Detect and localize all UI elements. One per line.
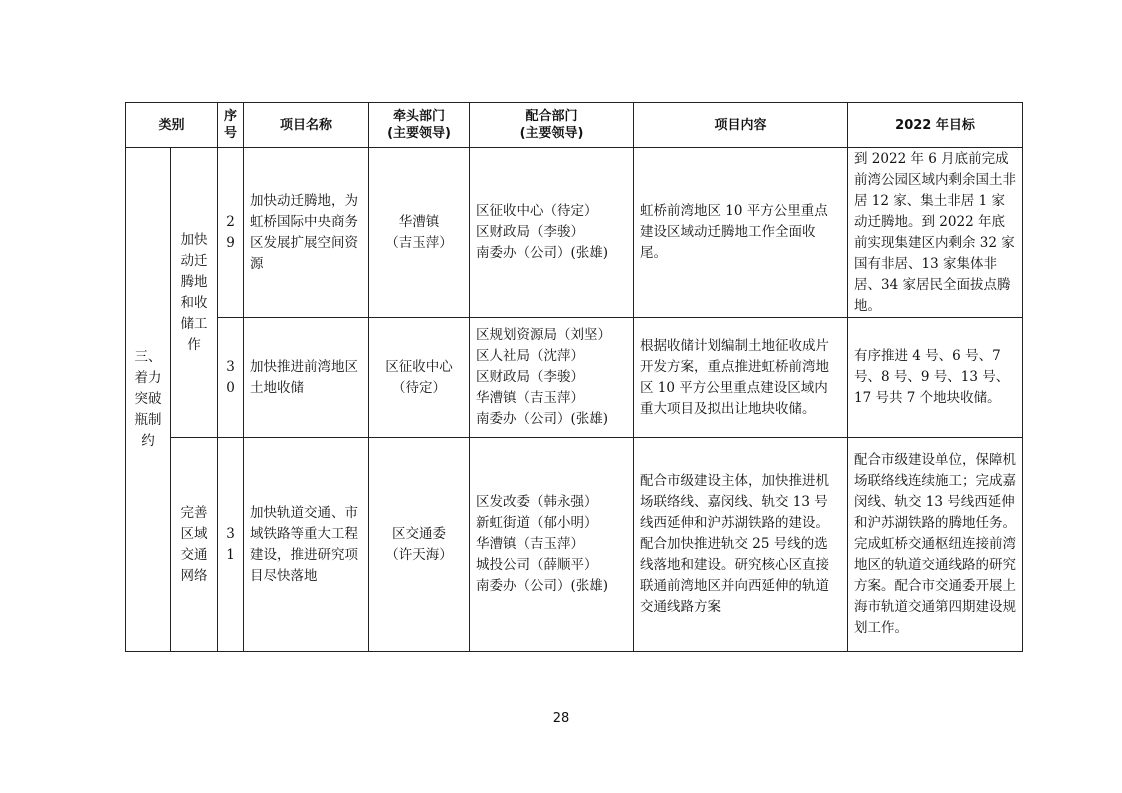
coop-dept-item: 南委办（公司）(张雄) bbox=[476, 411, 609, 427]
row-project-name: 加快轨道交通、市域铁路等重大工程建设，推进研究项目尽快落地 bbox=[244, 438, 369, 652]
header-content: 项目内容 bbox=[634, 103, 848, 148]
row-lead-dept bbox=[369, 438, 470, 652]
row-content: 虹桥前湾地区 10 平方公里重点建设区域动迁腾地工作全面收尾。 bbox=[634, 148, 848, 318]
row-lead-dept bbox=[369, 148, 470, 318]
row-coop-dept bbox=[470, 438, 634, 652]
coop-dept-item: 区人社局（沈萍） bbox=[476, 348, 585, 364]
coop-dept-item: 新虹街道（郁小明） bbox=[476, 515, 598, 531]
coop-dept-item: 南委办（公司）(张雄) bbox=[476, 578, 609, 594]
row-target: 到 2022 年 6 月底前完成前湾公园区域内剩余国土非居 12 家、集土非居 1 家动迁腾地。到 2022 年底前实现集建区内剩余 32 家国有非居、13 家集体非居、34 家居民全面拔点腾地。 bbox=[848, 148, 1023, 318]
row-target: 配合市级建设单位，保障机场联络线连续施工；完成嘉闵线、轨交 13 号线西延伸和沪苏湖铁路的腾地任务。完成虹桥交通枢纽连接前湾地区的轨道交通线路的研究方案。配合市交通委开展上海市轨道交通第四期建设规划工作。 bbox=[848, 438, 1023, 652]
header-category: 类别 bbox=[126, 103, 218, 148]
coop-dept-item: 区财政局（李骏） bbox=[476, 224, 585, 240]
page-number: 28 bbox=[552, 711, 570, 726]
lead-dept-leader: （许天海） bbox=[385, 546, 453, 563]
coop-dept-item: 城投公司（薛顺平） bbox=[476, 557, 598, 573]
lead-dept-leader: （待定） bbox=[392, 379, 447, 396]
coop-dept-item: 华漕镇（吉玉萍） bbox=[476, 536, 585, 552]
row-seq: 30 bbox=[218, 318, 244, 438]
header-target: 2022 年目标 bbox=[848, 103, 1023, 148]
row-coop-dept bbox=[470, 148, 634, 318]
header-seq: 序 号 bbox=[218, 103, 244, 148]
main-category: 三、 着力 突破 瓶制 约 bbox=[126, 148, 171, 652]
group-category: 加快 动迁 腾地 和收 储工 作 bbox=[171, 148, 218, 438]
row-content: 根据收储计划编制土地征收成片开发方案，重点推进虹桥前湾地区 10 平方公里重点建设区域内重大项目及拟出让地块收储。 bbox=[634, 318, 848, 438]
row-target: 有序推进 4 号、6 号、7 号、8 号、9 号、13 号、17 号共 7 个地块收储。 bbox=[848, 318, 1023, 438]
lead-dept-leader: （吉玉萍） bbox=[385, 234, 453, 251]
coop-dept-item: 区规划资源局（刘坚） bbox=[476, 327, 612, 343]
lead-dept-name: 区交通委 bbox=[392, 525, 447, 542]
row-project-name: 加快动迁腾地，为虹桥国际中央商务区发展扩展空间资源 bbox=[244, 148, 369, 318]
project-table bbox=[125, 102, 1023, 652]
row-coop-dept bbox=[470, 318, 634, 438]
lead-dept-name: 华漕镇 bbox=[398, 213, 440, 230]
lead-dept-name: 区征收中心 bbox=[385, 358, 453, 375]
coop-dept-item: 华漕镇（吉玉萍） bbox=[476, 390, 585, 406]
group-category: 完善 区域 交通 网络 bbox=[171, 438, 218, 652]
row-content: 配合市级建设主体，加快推进机场联络线、嘉闵线、轨交 13 号线西延伸和沪苏湖铁路的建设。配合加快推进轨交 25 号线的选线落地和建设。研究核心区直接联通前湾地区并向西延伸的轨道交通线路方案 bbox=[634, 438, 848, 652]
row-seq: 31 bbox=[218, 438, 244, 652]
coop-dept-item: 区财政局（李骏） bbox=[476, 369, 585, 385]
table-row bbox=[126, 148, 1023, 318]
header-coop-dept: 配合部门 (主要领导) bbox=[470, 103, 634, 148]
header-project-name: 项目名称 bbox=[244, 103, 369, 148]
header-row bbox=[126, 103, 1023, 148]
table-row bbox=[126, 438, 1023, 652]
row-seq: 29 bbox=[218, 148, 244, 318]
coop-dept-item: 区征收中心（待定） bbox=[476, 203, 598, 219]
table-row bbox=[126, 318, 1023, 438]
header-lead-dept: 牵头部门 (主要领导) bbox=[369, 103, 470, 148]
row-project-name: 加快推进前湾地区土地收储 bbox=[244, 318, 369, 438]
coop-dept-item: 南委办（公司）(张雄) bbox=[476, 245, 609, 261]
coop-dept-item: 区发改委（韩永强） bbox=[476, 494, 598, 510]
row-lead-dept bbox=[369, 318, 470, 438]
